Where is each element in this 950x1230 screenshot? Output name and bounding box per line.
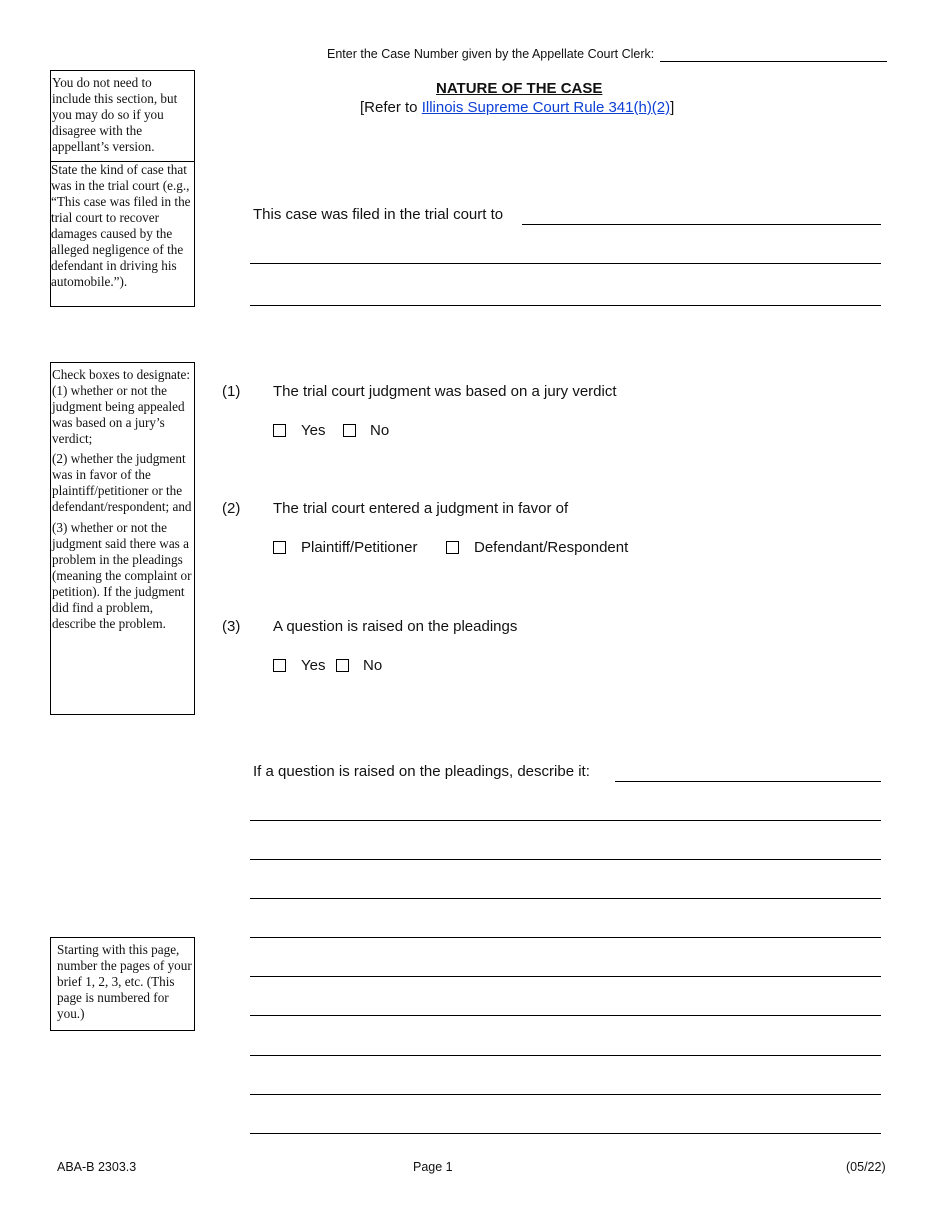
note-check-boxes xyxy=(50,362,195,715)
filed-input-line-3[interactable] xyxy=(250,305,881,306)
rule-reference-suffix: ] xyxy=(670,99,675,116)
note-optional-text: You do not need to include this section, but you may do so if you disagree with the appellant’s version. xyxy=(52,75,178,154)
note-optional-section xyxy=(50,70,195,307)
question-1-text: The trial court judgment was based on a jury verdict xyxy=(273,383,617,400)
note-check-3: (3) whether or not the judgment said there was a problem in the pleadings (meaning the complaint or petition). If the judgment did find a problem, describe the problem. xyxy=(52,520,192,631)
pleadings-input-line-8[interactable] xyxy=(250,1055,881,1056)
question-2-plaintiff-label: Plaintiff/Petitioner xyxy=(301,539,418,556)
question-1-no-checkbox[interactable] xyxy=(343,424,356,437)
pleadings-input-line-4[interactable] xyxy=(250,898,881,899)
pleadings-input-line-6[interactable] xyxy=(250,976,881,977)
pleadings-input-line-10[interactable] xyxy=(250,1133,881,1134)
pleadings-input-line-3[interactable] xyxy=(250,859,881,860)
pleadings-input-line-7[interactable] xyxy=(250,1015,881,1016)
question-2-number: (2) xyxy=(222,500,241,517)
rule-341-link[interactable]: Illinois Supreme Court Rule 341(h)(2) xyxy=(421,99,671,116)
question-3-text: A question is raised on the pleadings xyxy=(273,618,518,635)
pleadings-input-line-9[interactable] xyxy=(250,1094,881,1095)
note-page-numbering-text: Starting with this page, number the pages of your brief 1, 2, 3, etc. (This page is numbered for you.) xyxy=(57,942,192,1021)
question-3-yes-checkbox[interactable] xyxy=(273,659,286,672)
question-1-yes-checkbox[interactable] xyxy=(273,424,286,437)
note-page-numbering xyxy=(50,937,195,1031)
question-1-no-label: No xyxy=(370,422,390,439)
rule-reference-prefix: [Refer to xyxy=(360,99,422,116)
case-number-field[interactable] xyxy=(660,61,887,62)
question-3-no-checkbox[interactable] xyxy=(336,659,349,672)
question-3-yes-label: Yes xyxy=(301,657,326,674)
rule-reference xyxy=(360,99,674,116)
page-title: NATURE OF THE CASE xyxy=(436,80,603,97)
question-2-text: The trial court entered a judgment in favor of xyxy=(273,500,569,517)
filed-label: This case was filed in the trial court to xyxy=(253,206,504,223)
filed-input-line-2[interactable] xyxy=(250,263,881,264)
note-check-intro: Check boxes to designate: xyxy=(52,367,191,382)
case-number-label: Enter the Case Number given by the Appellate Court Clerk: xyxy=(327,47,655,61)
question-1-number: (1) xyxy=(222,383,241,400)
question-2-plaintiff-checkbox[interactable] xyxy=(273,541,286,554)
pleadings-label: If a question is raised on the pleadings, describe it: xyxy=(253,763,590,780)
question-1-yes-label: Yes xyxy=(301,422,326,439)
pleadings-input-line-5[interactable] xyxy=(250,937,881,938)
question-3-number: (3) xyxy=(222,618,241,635)
footer-page-number: Page 1 xyxy=(413,1160,453,1174)
note-check-2: (2) whether the judgment was in favor of the plaintiff/petitioner or the defendant/respondent; and xyxy=(52,451,192,514)
question-2-defendant-label: Defendant/Respondent xyxy=(474,539,629,556)
pleadings-input-line-2[interactable] xyxy=(250,820,881,821)
question-2-defendant-checkbox[interactable] xyxy=(446,541,459,554)
note-check-1: (1) whether or not the judgment being appealed was based on a jury’s verdict; xyxy=(52,383,185,446)
filed-input-line-1[interactable] xyxy=(522,224,881,225)
question-3-no-label: No xyxy=(363,657,383,674)
footer-form-id: ABA-B 2303.3 xyxy=(57,1160,137,1174)
footer-revision: (05/22) xyxy=(846,1160,886,1174)
pleadings-input-line-1[interactable] xyxy=(615,781,881,782)
note-kind-of-case-text: State the kind of case that was in the trial court (e.g., “This case was filed in the trial court to recover damages caused by the alleged negligence of the defendant in driving his automobile.”). xyxy=(51,161,194,290)
